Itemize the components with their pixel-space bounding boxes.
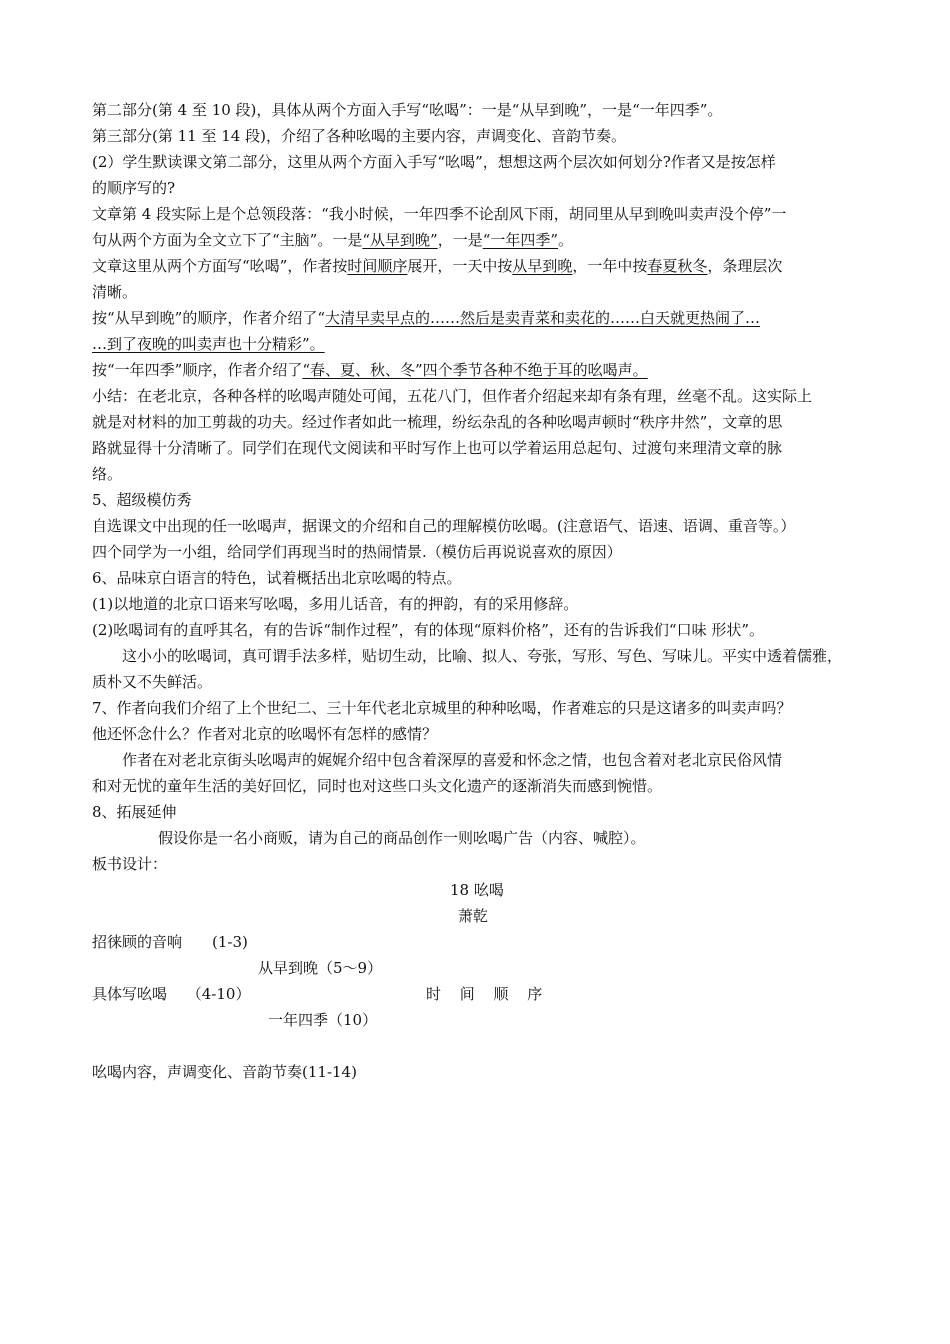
answer-2-line-2: 清晰。 (92, 283, 138, 301)
answer-2-line-1 (92, 256, 782, 276)
summary-line-3: 路就显得十分清晰了。同学们在现代文阅读和平时写作上也可以学着运用总起句、过渡句来理清文章的脉 (92, 439, 783, 457)
heading-5: 5、超级模仿秀 (92, 491, 192, 509)
mimic-line-1: 自选课文中出现的任一吆喝声，据课文的介绍和自己的理解模仿吆喝。(注意语气、语速、语调、重音等。） (92, 517, 796, 535)
mimic-line-2: 四个同学为一小组，给同学们再现当时的热闹情景.（模仿后再说说喜欢的原因） (92, 543, 622, 561)
heading-7-line-2: 他还怀念什么？作者对北京的吆喝怀有怎样的感情？ (92, 725, 438, 743)
board-title: 18 吆喝 (450, 881, 504, 899)
text: 。 (558, 231, 574, 249)
underlined-text: 从早到晚 (512, 257, 573, 275)
underlined-text: 时间顺序 (347, 257, 408, 275)
board-row-5: 吆喝内容，声调变化、音韵节奏(11-14) (92, 1063, 357, 1081)
text: 文章这里从两个方面写“吆喝”，作者按 (92, 257, 348, 275)
board-row-1: 招徕顾的音响 (1-3) (92, 933, 248, 951)
paragraph-part-two: 第二部分(第 4 至 10 段)，具体从两个方面入手写“吆喝”：一是“从早到晚”，一是“一年四季”。 (92, 101, 723, 119)
feature-4: 质朴又不失鲜活。 (92, 673, 213, 691)
board-row-4: 一年四季（10） (268, 1011, 378, 1029)
answer-3-line-2 (92, 334, 325, 354)
text: 句从两个方面为全文立下了“主脑”。一是 (92, 231, 363, 249)
feature-2: (2)吆喝词有的直呼其名，有的告诉“制作过程”，有的体现“原料价格”，还有的告诉我们“口味 形状”。 (92, 621, 765, 639)
board-row-3: 具体写吆喝 （4-10） (92, 985, 251, 1003)
text: ，一是 (437, 231, 483, 249)
underlined-text: “一年四季” (482, 231, 559, 249)
extension-task: 假设你是一名小商贩，请为自己的商品创作一则吆喝广告（内容、喊腔）。 (158, 829, 646, 847)
text: ，一年中按 (572, 257, 648, 275)
summary-line-1: 小结：在老北京，各种各样的吆喝声随处可闻，五花八门，但作者介绍起来却有条有理，丝毫不乱。这实际上 (92, 387, 813, 405)
board-row-2: 从早到晚（5～9） (258, 959, 383, 977)
underlined-text: 大清早卖早点的……然后是卖青菜和卖花的……白天就更热闹了… (325, 309, 761, 327)
answer-1-line-1: 文章第 4 段实际上是个总领段落：“我小时候，一年四季不论刮风下雨，胡同里从早到晚叫卖声没个停”一 (92, 205, 787, 223)
answer-3-line-1 (92, 308, 760, 328)
heading-7-line-1: 7、作者向我们介绍了上个世纪二、三十年代老北京城里的种种吆喝，作者难忘的只是这诸多的叫卖声吗？ (92, 699, 792, 717)
board-time-order: 时 间 顺 序 (426, 985, 550, 1003)
text: 按“一年四季”顺序，作者介绍了 (92, 361, 303, 379)
feature-1: (1)以地道的北京口语来写吆喝，多用儿话音，有的押韵，有的采用修辞。 (92, 595, 579, 613)
board-design-label: 板书设计： (92, 855, 168, 873)
answer-4 (92, 360, 648, 380)
text: 按“从早到晚”的顺序，作者介绍了“ (92, 309, 326, 327)
underlined-text: “春、夏、秋、冬”四个季节各种不绝于耳的吆喝声。 (302, 361, 648, 379)
emotion-line-2: 和对无忧的童年生活的美好回忆，同时也对这些口头文化遗产的逐渐消失而感到惋惜。 (92, 777, 663, 795)
question-2-line-1: (2）学生默读课文第二部分，这里从两个方面入手写“吆喝”，想想这两个层次如何划分?作者又是按怎样 (92, 153, 776, 171)
answer-1-line-2 (92, 230, 573, 250)
feature-3: 这小小的吆喝词，真可谓手法多样，贴切生动，比喻、拟人、夸张，写形、写色、写味儿。平实中透着儒雅， (122, 647, 843, 665)
underlined-text: “从早到晚” (362, 231, 438, 249)
heading-6: 6、品味京白语言的特色，试着概括出北京吆喝的特点。 (92, 569, 462, 587)
summary-line-4: 络。 (92, 465, 123, 483)
summary-line-2: 就是对材料的加工剪裁的功夫。经过作者如此一梳理，纷纭杂乱的各种吆喝声顿时“秩序井然”，文章的思 (92, 413, 783, 431)
text: ，条理层次 (707, 257, 783, 275)
underlined-text: …到了夜晚的叫卖声也十分精彩”。 (92, 335, 325, 353)
paragraph-part-three: 第三部分(第 11 至 14 段)，介绍了各种吆喝的主要内容，声调变化、音韵节奏。 (92, 127, 626, 145)
underlined-text: 春夏秋冬 (647, 257, 708, 275)
text: 展开，一天中按 (407, 257, 513, 275)
question-2-line-2: 的顺序写的? (92, 179, 176, 197)
board-author: 萧乾 (458, 907, 489, 925)
emotion-line-1: 作者在对老北京街头吆喝声的娓娓介绍中包含着深厚的喜爱和怀念之情，也包含着对老北京民俗风情 (122, 751, 783, 769)
heading-8: 8、拓展延伸 (92, 803, 177, 821)
